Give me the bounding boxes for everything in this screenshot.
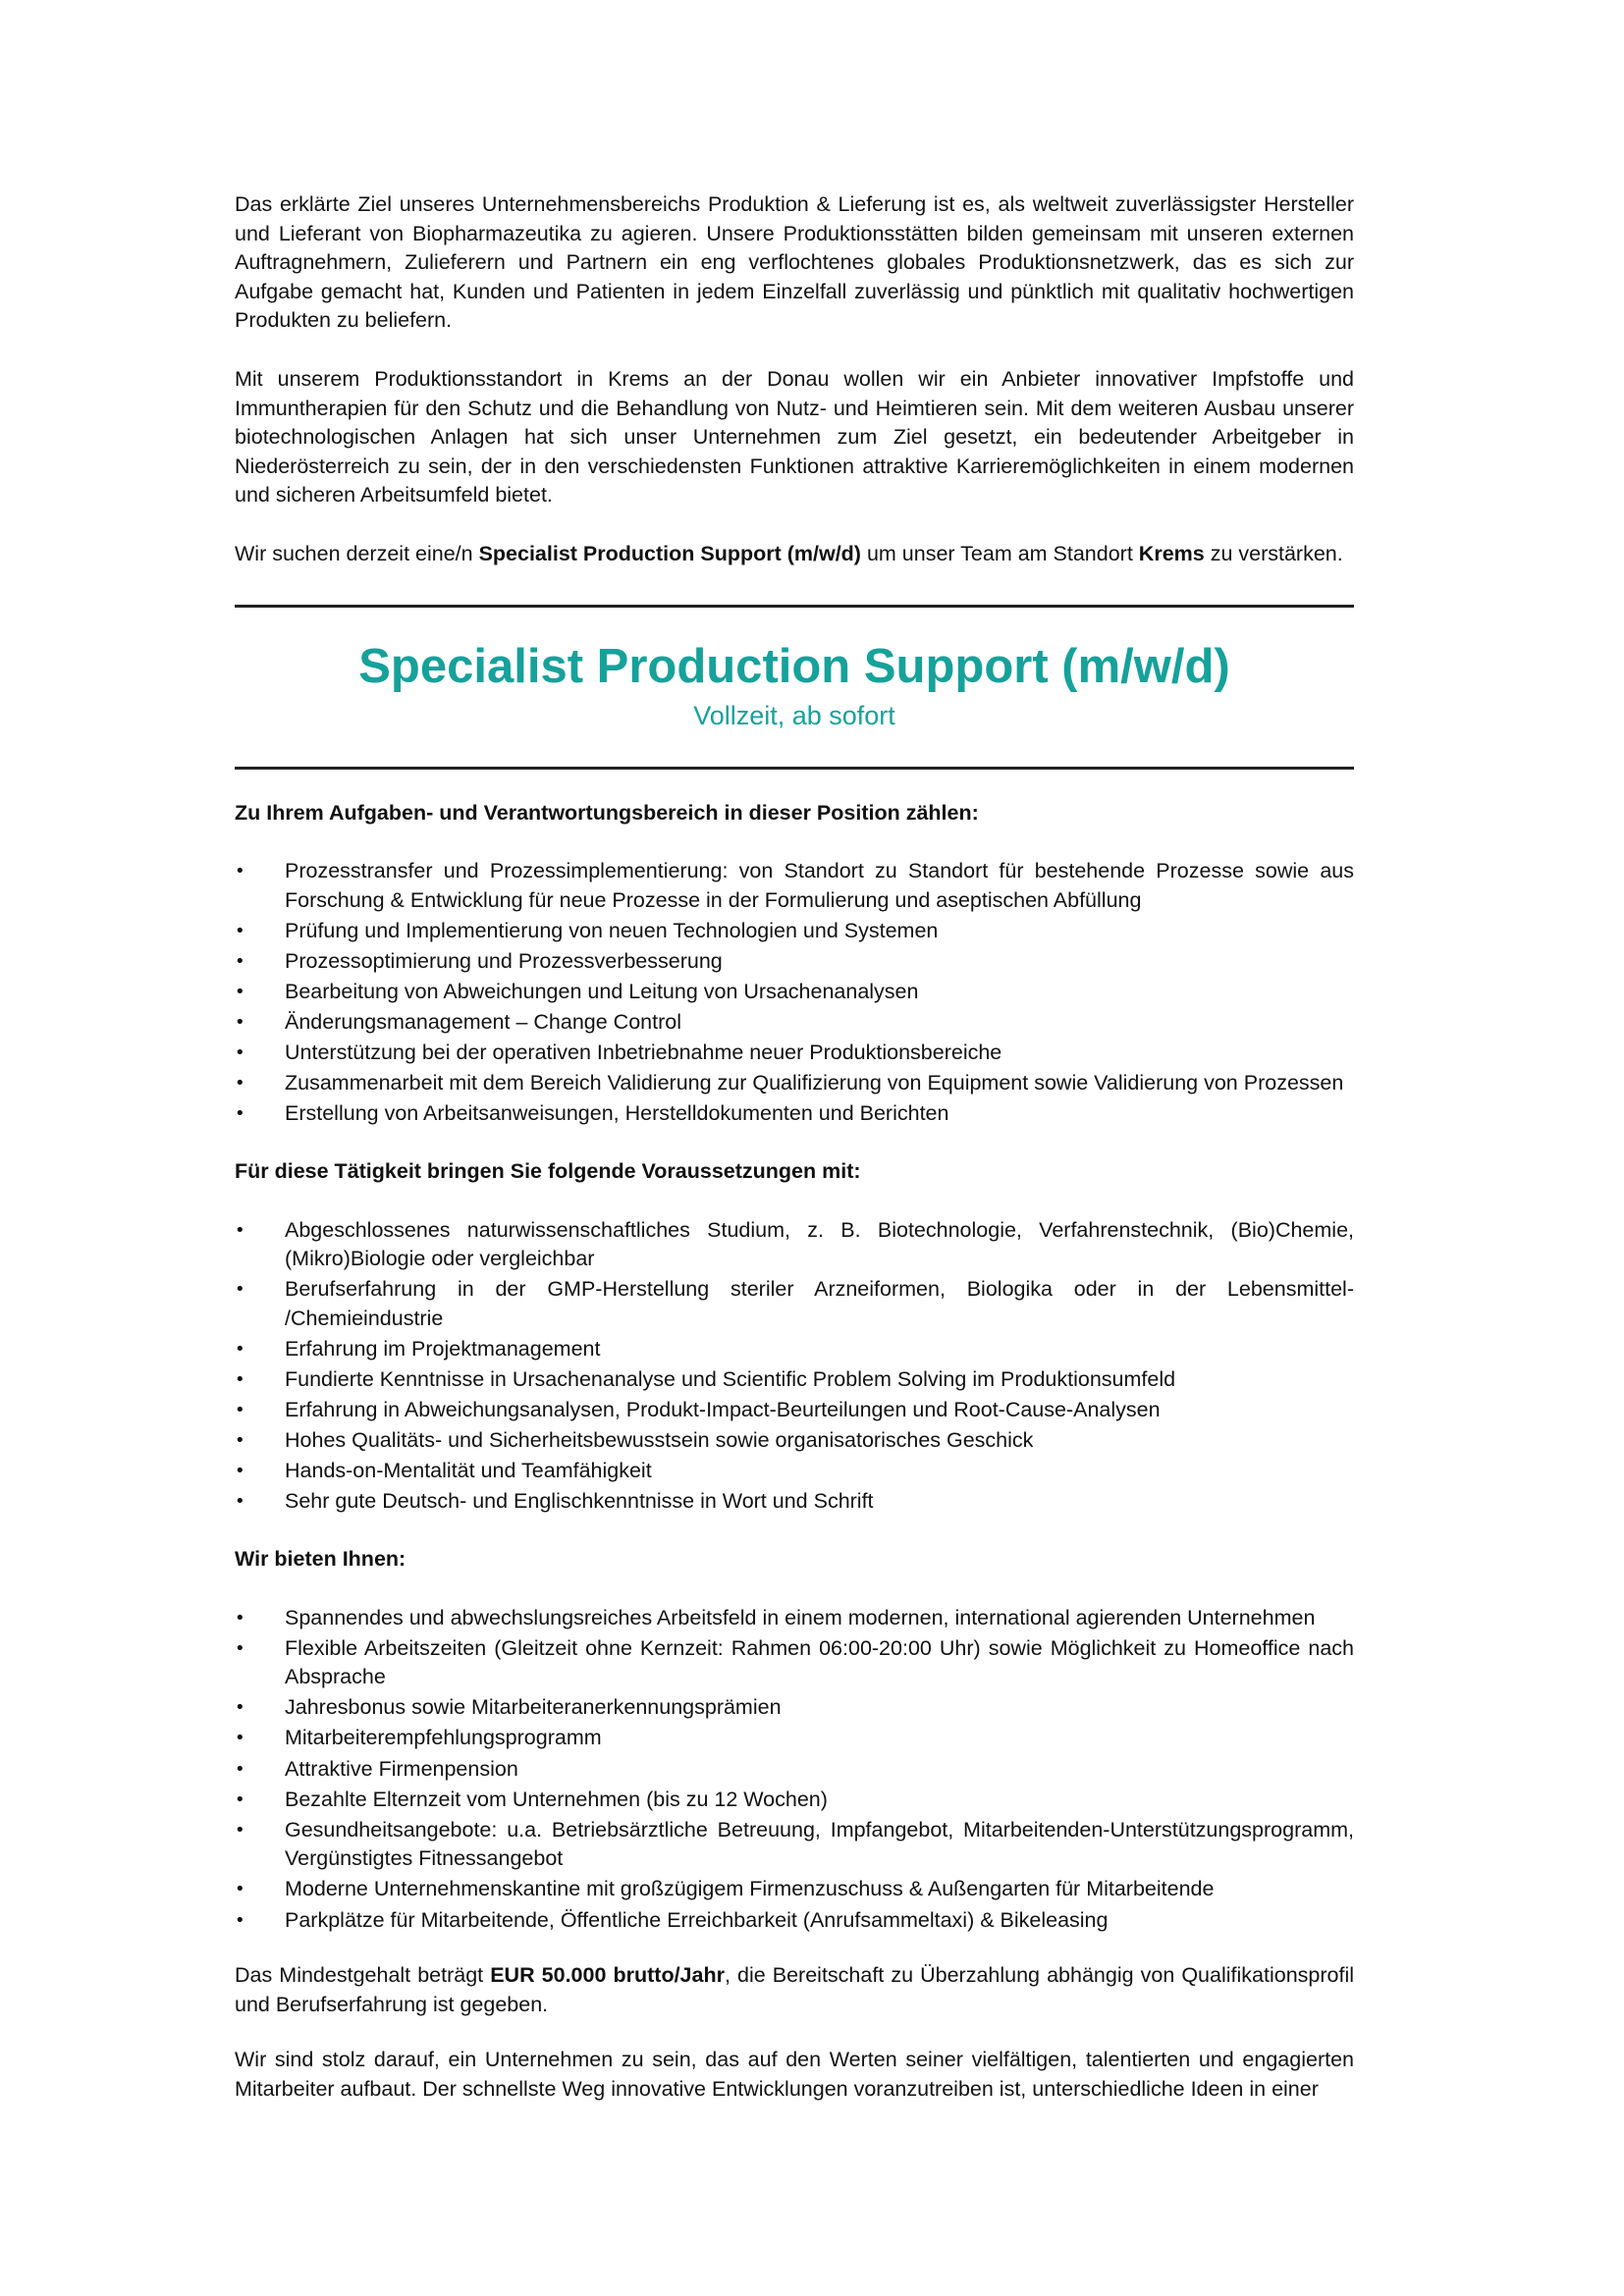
list-item: • Jahresbonus sowie Mitarbeiteranerkennungsprämien [235, 1693, 1354, 1723]
list-item: • Erstellung von Arbeitsanweisungen, Herstelldokumenten und Berichten [235, 1099, 1354, 1129]
intro-p3-middle: um unser Team am Standort [860, 541, 1139, 565]
tasks-heading: Zu Ihrem Aufgaben- und Verantwortungsbereich in dieser Position zählen: [235, 800, 979, 825]
intro-p3-before: Wir suchen derzeit eine/n [235, 541, 479, 565]
list-item: • Fundierte Kenntnisse in Ursachenanalyse und Scientific Problem Solving im Produktionsumfeld [235, 1365, 1354, 1395]
salary-paragraph [235, 1961, 1354, 2019]
list-item: • Spannendes und abwechslungsreiches Arbeitsfeld in einem modernen, international agierenden Unternehmen [235, 1604, 1354, 1633]
requirements-list [235, 1216, 1354, 1517]
list-item: • Berufserfahrung in der GMP-Herstellung steriler Arzneiformen, Biologika oder in der Lebensmittel- /Chemieindustrie [235, 1275, 1354, 1333]
document-content [235, 190, 1354, 2105]
offer-heading: Wir bieten Ihnen: [235, 1547, 406, 1571]
job-subtitle: Vollzeit, ab sofort [693, 700, 895, 730]
salary-amount: EUR 50.000 brutto/Jahr [490, 1963, 725, 1988]
job-title-block [235, 637, 1354, 733]
list-item: • Erfahrung in Abweichungsanalysen, Produkt-Impact-Beurteilungen und Root-Cause-Analysen [235, 1396, 1354, 1425]
salary-before: Das Mindestgehalt beträgt [235, 1963, 491, 1988]
list-item: • Unterstützung bei der operativen Inbetriebnahme neuer Produktionsbereiche [235, 1039, 1354, 1068]
list-item: • Attraktive Firmenpension [235, 1755, 1354, 1785]
salary-after: , die Bereitschaft zu Überzahlung abhängig von Qualifikationsprofil und Berufserfahrung ist gegeben. [235, 1963, 1355, 2016]
list-item: • Hohes Qualitäts- und Sicherheitsbewusstsein sowie organisatorisches Geschick [235, 1426, 1354, 1456]
list-item: • Prozessoptimierung und Prozessverbesserung [235, 947, 1354, 977]
list-item: • Mitarbeiterempfehlungsprogramm [235, 1724, 1354, 1753]
offer-list [235, 1604, 1354, 1936]
job-title: Specialist Production Support (m/w/d) [358, 639, 1230, 693]
intro-paragraph-2: Mit unserem Produktionsstandort in Krems an der Donau wollen wir ein Anbieter innovativer Impfstoffe und Immuntherapien für den Schutz und die Behandlung von Nutz- und Heimtieren sein. Mit dem weiteren Ausbau unserer biotechnologischen Anlagen hat sich unser Unternehmen zum Ziel gesetzt, ein bedeutender Arbeitgeber in Niederösterreich zu sein, der in den verschiedensten Funktionen attraktive Karrieremöglichkeiten in einem modernen und sicheren Arbeitsumfeld bietet. [235, 366, 1354, 507]
intro-position-name: Specialist Production Support (m/w/d) [478, 541, 861, 565]
closing-paragraph: Wir sind stolz darauf, ein Unternehmen zu sein, das auf den Werten seiner vielfältigen, talentierten und engagierten Mitarbeiter aufbaut. Der schnellste Weg innovative Entwicklungen voranzutreiben ist, unterschiedliche Ideen in einer [235, 2048, 1354, 2101]
list-item: • Gesundheitsangebote: u.a. Betriebsärztliche Betreuung, Impfangebot, Mitarbeitenden-Unterstützungsprogramm, Vergünstigtes Fitnessangebot [235, 1816, 1354, 1874]
tasks-list [235, 857, 1354, 1129]
intro-paragraph-3 [235, 540, 1354, 569]
list-item: • Änderungsmanagement – Change Control [235, 1008, 1354, 1038]
list-item: • Flexible Arbeitszeiten (Gleitzeit ohne Kernzeit: Rahmen 06:00-20:00 Uhr) sowie Möglichkeit zu Homeoffice nach Absprache [235, 1634, 1354, 1692]
list-item: • Moderne Unternehmenskantine mit großzügigem Firmenzuschuss & Außengarten für Mitarbeitende [235, 1875, 1354, 1904]
list-item: • Bezahlte Elternzeit vom Unternehmen (bis zu 12 Wochen) [235, 1786, 1354, 1815]
list-item: • Hands-on-Mentalität und Teamfähigkeit [235, 1457, 1354, 1486]
list-item: • Zusammenarbeit mit dem Bereich Validierung zur Qualifizierung von Equipment sowie Validierung von Prozessen [235, 1069, 1354, 1098]
list-item: • Bearbeitung von Abweichungen und Leitung von Ursachenanalysen [235, 978, 1354, 1007]
list-item: • Sehr gute Deutsch- und Englischkenntnisse in Wort und Schrift [235, 1487, 1354, 1517]
list-item: • Erfahrung im Projektmanagement [235, 1335, 1354, 1364]
top-divider [235, 605, 1354, 608]
list-item: • Prozesstransfer und Prozessimplementierung: von Standort zu Standort für bestehende Prozesse sowie aus Forschung & Entwicklung für neue Prozesse in der Formulierung und aseptischen Abfüllung [235, 857, 1354, 915]
bottom-divider [235, 767, 1354, 770]
list-item: • Prüfung und Implementierung von neuen Technologien und Systemen [235, 917, 1354, 946]
list-item: • Parkplätze für Mitarbeitende, Öffentliche Erreichbarkeit (Anrufsammeltaxi) & Bikeleasing [235, 1906, 1354, 1936]
intro-location: Krems [1138, 541, 1205, 565]
intro-p3-after: zu verstärken. [1204, 541, 1343, 565]
intro-paragraph-1: Das erklärte Ziel unseres Unternehmensbereichs Produktion & Lieferung ist es, als weltweit zuverlässigster Hersteller und Lieferant von Biopharmazeutika zu agieren. Unsere Produktionsstätten bilden gemeinsam mit unseren externen Auftragnehmern, Zulieferern und Partnern ein eng verflochtenes globales Produktionsnetzwerk, das es sich zur Aufgabe gemacht hat, Kunden und Patienten in jedem Einzelfall zuverlässig und pünktlich mit qualitativ hochwertigen Produkten zu beliefern. [235, 192, 1354, 333]
requirements-heading: Für diese Tätigkeit bringen Sie folgende Voraussetzungen mit: [235, 1158, 861, 1183]
list-item: • Abgeschlossenes naturwissenschaftliches Studium, z. B. Biotechnologie, Verfahrenstechnik, (Bio)Chemie, (Mikro)Biologie oder vergleichbar [235, 1216, 1354, 1274]
